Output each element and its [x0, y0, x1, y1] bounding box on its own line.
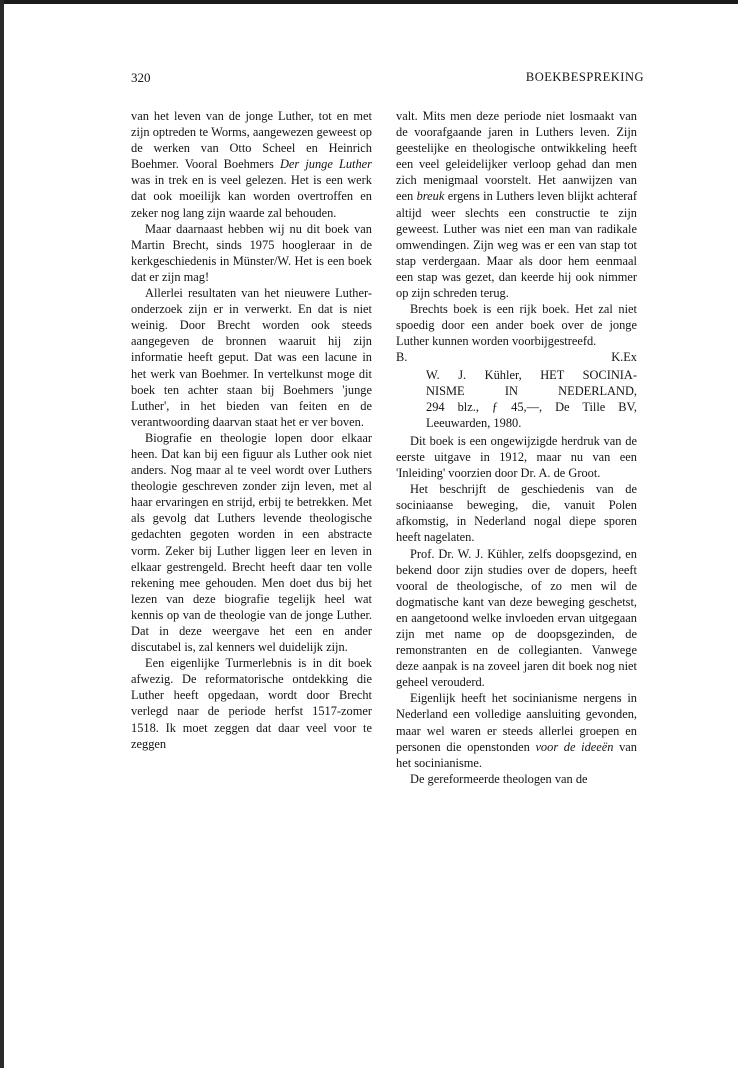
- emphasis: breuk: [416, 189, 445, 204]
- scan-border-left: [0, 0, 4, 1068]
- book-citation-line: 294 blz., ƒ 45,—, De Tille BV,: [426, 399, 637, 414]
- emphasis: voor de ideeën: [535, 739, 614, 754]
- paragraph: De gereformeerde theologen van de: [410, 771, 588, 786]
- book-citation-line: W. J. Kühler, HET SOCINIA-: [426, 367, 637, 382]
- running-head: BOEKBESPREKING: [525, 70, 644, 84]
- paragraph: Brechts boek is een rijk boek. Het zal niet spoedig door een ander boek over de jonge Luther kunnen worden voorbijgestreefd.: [396, 302, 637, 349]
- paragraph: Dit boek is een ongewijzigde herdruk van de eerste uitgave in 1912, maar nu van een 'Inleiding' voorzien door Dr. A. de Groot.: [396, 433, 637, 481]
- paragraph: Allerlei resultaten van het nieuwere Luther-onderzoek zijn er in verwerkt. En dat is niet weinig. Door Brecht worden ook steeds aangegeven de bronnen waaruit hij zijn informatie heeft geput. Dat was een lacune in het werk van Boehmer. In vertelkunst moge dit boek ten achter staan bij Boehmers 'junge Luther', in het bieden van feiten en de verantwoording daarvan staat het er ver boven.: [131, 286, 372, 429]
- right-column: [396, 108, 637, 787]
- paragraph: Biografie en theologie lopen door elkaar heen. Dat kan bij een figuur als Luther ook niet anders. Nog maar al te veel wordt over Luthers theologie geschreven zonder zijn leven, met al haar ervaringen en strijd, erbij te betrekken. Met als gevolg dat Luthers levende theologische gedachten gegoten worden in een abstracte vorm. Zeker bij Luther liggen leer en leven in elkaar gestrengeld. Brecht heeft daar ten volle rekening mee gehouden. Men doet dus bij het lezen van deze biografie tegelijk heel wat kennis op van de theologie van de jonge Luther. Dat in deze weergave het een en ander discutabel is, zal kenners wel duidelijk zijn.: [131, 430, 372, 655]
- reviewer-name: K.Ex: [611, 350, 637, 365]
- reviewer-initial: B.: [396, 350, 408, 365]
- left-column: [131, 108, 372, 752]
- paragraph: Maar daarnaast hebben wij nu dit boek van Martin Brecht, sinds 1975 hoogleraar in de kerkgeschiedenis in Münster/W. Het is een boek dat er zijn mag!: [131, 221, 372, 284]
- scan-border-top: [0, 0, 738, 4]
- book-title: Der junge Luther: [279, 157, 372, 172]
- page-number: 320: [131, 70, 151, 85]
- review-signature: [396, 349, 637, 365]
- paragraph: Een eigenlijke Turmerlebnis is in dit boek afwezig. De reformatorische ontdekking die Luther heeft opgedaan, wordt door Brecht verlegd naar de periode herfst 1517-zomer 1518. Ik moet zeggen dat daar veel voor te zeggen: [131, 656, 372, 751]
- book-citation-line: NISME IN NEDERLAND,: [426, 383, 637, 398]
- paragraph: Het beschrijft de geschiedenis van de sociniaanse beweging, die, vanuit Polen afkomstig, in Nederland nogal diepe sporen heeft nagelaten.: [396, 482, 637, 545]
- paragraph: Eigenlijk heeft het socinianisme nergens in Nederland een volledige aansluiting gevonden, maar wel waren er steeds allerlei groepen en personen die openstonden voor de ideeën van het socinianisme.: [396, 691, 638, 770]
- paragraph: valt. Mits men deze periode niet losmaakt van de voorafgaande jaren in Luthers leven. Zijn geestelijke en theologische ontwikkeling heeft een veel geleidelijker verloop gehad dan men zich menigmaal voorstelt. Het aanwijzen van een breuk ergens in Luthers leven blijkt achteraf altijd weer slechts een constructie te zijn geweest. Luther was niet een man van radikale omwendingen. Zijn weg was er een van stap tot stap verdergaan. Maar als door hem eenmaal een stap was gezet, dan keerde hij ook nimmer op zijn schreden terug.: [396, 109, 637, 301]
- book-citation-line: Leeuwarden, 1980.: [426, 415, 522, 430]
- paragraph: van het leven van de jonge Luther, tot en met zijn optreden te Worms, aangewezen geweest op de werken van Otto Scheel en Heinrich Boehmer. Vooral Boehmers Der junge Luther was in trek en is veel gelezen. Het is een werk dat ook moeilijk kan worden overtroffen en zeker nog lang zijn waarde zal behouden.: [131, 109, 372, 220]
- paragraph: Prof. Dr. W. J. Kühler, zelfs doopsgezind, en bekend door zijn studies over de dopers, heeft vooral de theologische, of zo men wil de dogmatische kant van deze beweging geschetst, en aangetoond welke invloeden ervan uitgegaan zijn met name op de doopsgezinden, de remonstranten en de collegianten. Vanwege deze aanpak is na zoveel jaren dit boek nog niet geheel verouderd.: [396, 546, 637, 690]
- review-book-heading: [396, 367, 637, 431]
